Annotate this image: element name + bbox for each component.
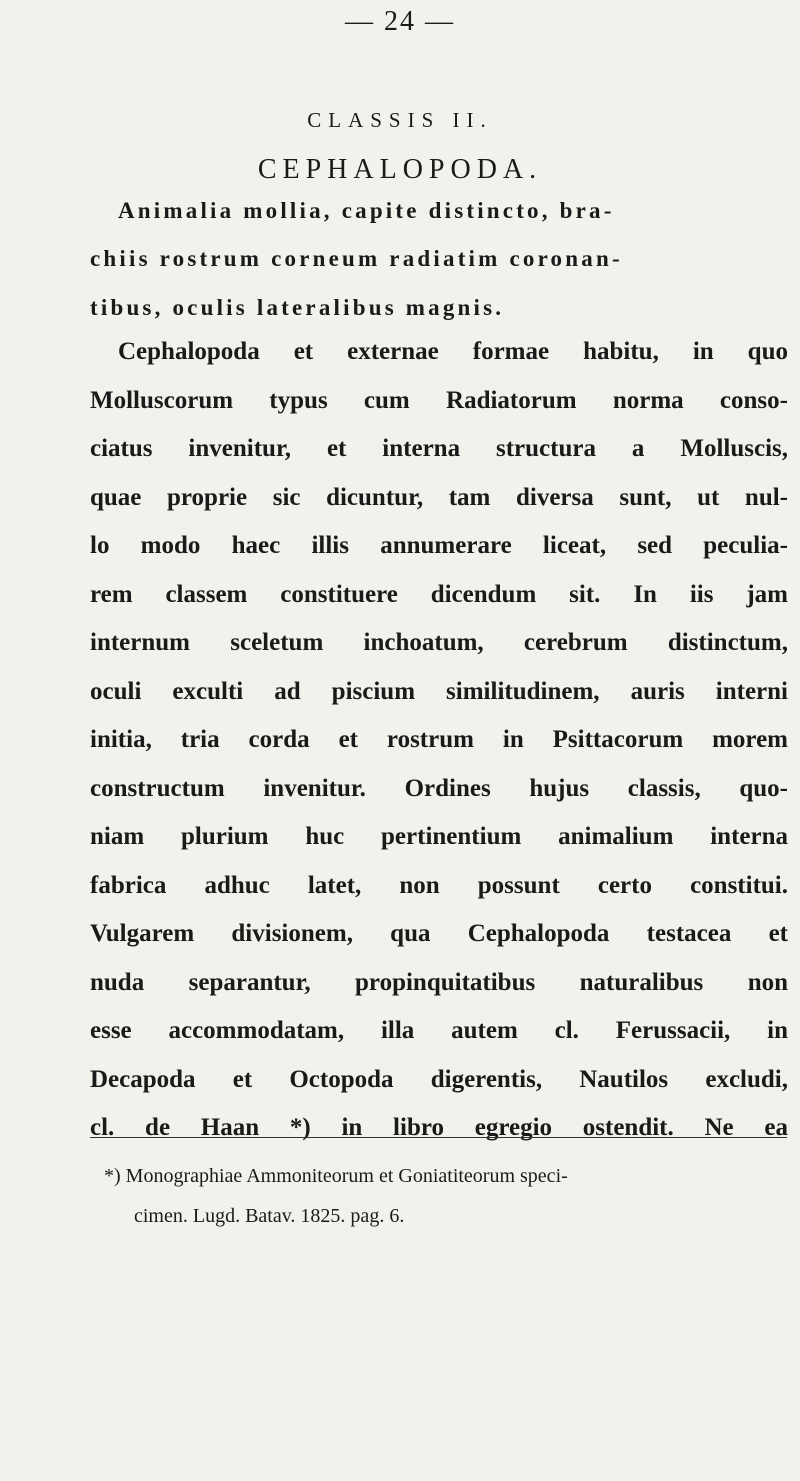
footnote-line-2: cimen. Lugd. Batav. 1825. pag. 6.: [134, 1205, 405, 1227]
classis-heading: CLASSIS II.: [307, 108, 493, 132]
body-line-6: rem classem constituere dicendum sit. In iis jam: [90, 581, 788, 608]
footnote-rule: [90, 1137, 787, 1138]
body-line-5: lo modo haec illis annumerare liceat, sed peculia-: [90, 532, 788, 559]
body-line-16: Decapoda et Octopoda digerentis, Nautilos excludi,: [90, 1066, 788, 1093]
definition-line-3: tibus, oculis lateralibus magnis.: [90, 295, 505, 320]
page-number: — 24 —: [345, 6, 455, 37]
body-line-15: esse accommodatam, illa autem cl. Ferussacii, in: [90, 1017, 788, 1044]
body-line-9: initia, tria corda et rostrum in Psittacorum morem: [90, 726, 788, 753]
body-line-4: quae proprie sic dicuntur, tam diversa sunt, ut nul-: [90, 484, 788, 511]
body-line-8: oculi exculti ad piscium similitudinem, auris interni: [90, 678, 788, 705]
body-line-17: cl. de Haan *) in libro egregio ostendit. Ne ea: [90, 1114, 788, 1141]
definition-line-2: chiis rostrum corneum radiatim coronan-: [90, 246, 623, 271]
body-line-13: Vulgarem divisionem, qua Cephalopoda testacea et: [90, 920, 788, 947]
body-line-2: Molluscorum typus cum Radiatorum norma conso-: [90, 387, 788, 414]
body-line-10: constructum invenitur. Ordines hujus classis, quo-: [90, 775, 788, 802]
body-line-12: fabrica adhuc latet, non possunt certo constitui.: [90, 872, 788, 899]
definition-line-1: Animalia mollia, capite distincto, bra-: [118, 198, 615, 223]
body-line-1: Cephalopoda et externae formae habitu, in quo: [118, 338, 788, 365]
body-line-11: niam plurium huc pertinentium animalium interna: [90, 823, 788, 850]
body-line-14: nuda separantur, propinquitatibus naturalibus non: [90, 969, 788, 996]
footnote-line-1: *) Monographiae Ammoniteorum et Goniatiteorum speci-: [104, 1165, 568, 1187]
page-title: CEPHALOPODA.: [257, 154, 543, 185]
body-line-7: internum sceletum inchoatum, cerebrum distinctum,: [90, 629, 788, 656]
body-line-3: ciatus invenitur, et interna structura a Molluscis,: [90, 435, 788, 462]
